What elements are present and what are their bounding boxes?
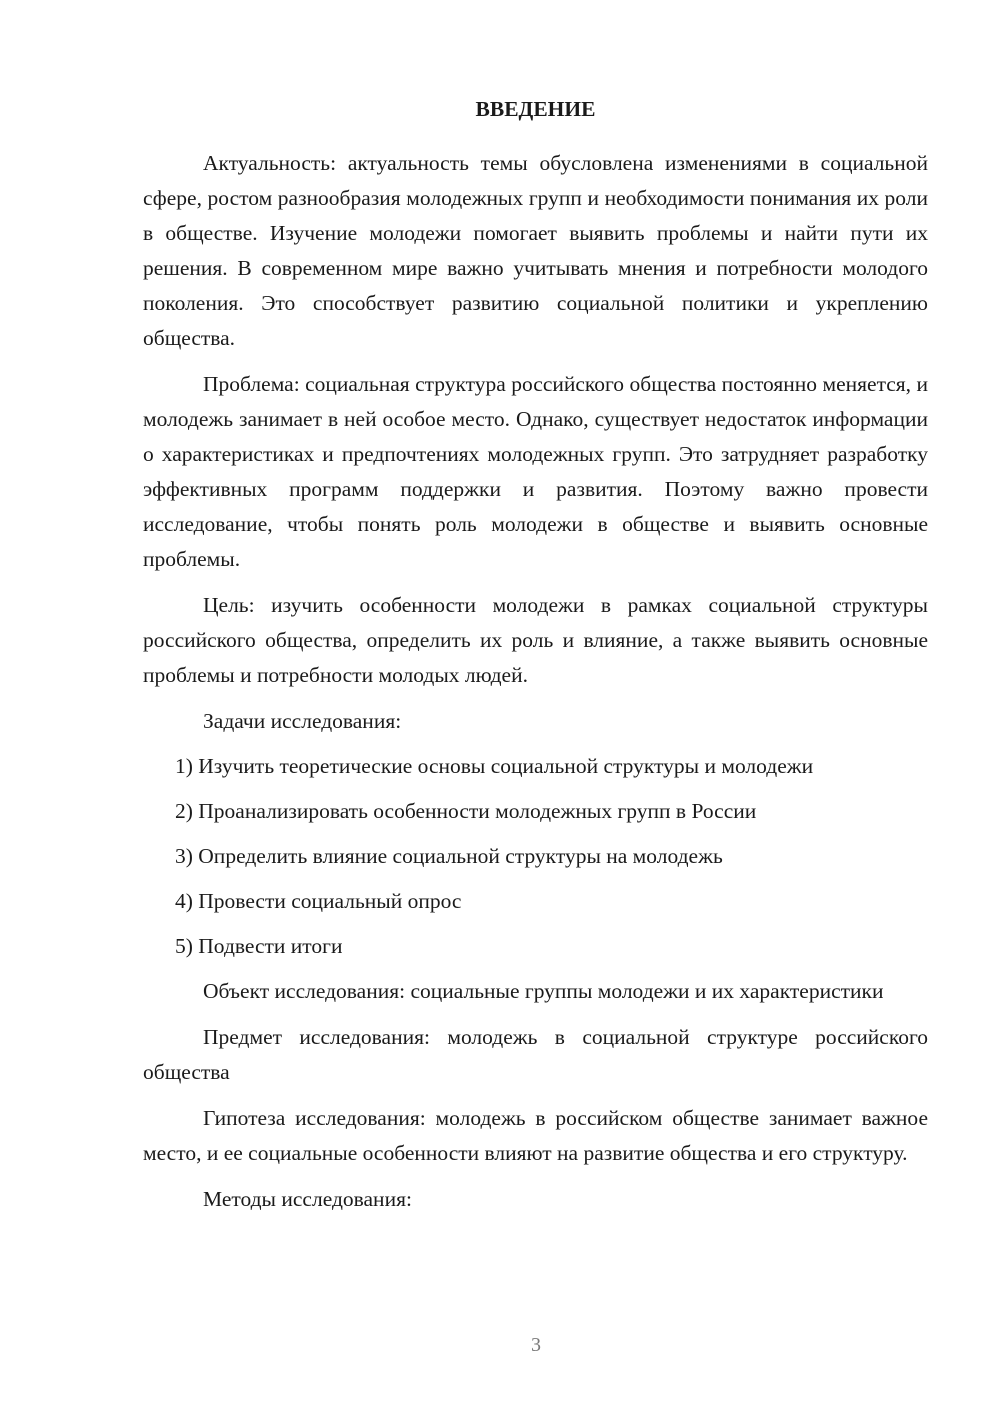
- problem-paragraph: Проблема: социальная структура российского общества постоянно меняется, и молодежь занимает в ней особое место. Однако, существует недостаток информации о характеристиках и предпочтениях молодежных групп. Это затрудняет разработку эффективных программ поддержки и развития. Поэтому важно провести исследование, чтобы понять роль молодежи в обществе и выявить основные проблемы.: [143, 372, 928, 571]
- section-title: ВВЕДЕНИЕ: [475, 97, 596, 121]
- methods-heading: Методы исследования:: [203, 1187, 412, 1211]
- list-item: 4) Провести социальный опрос: [175, 889, 462, 913]
- page-number: 3: [531, 1334, 541, 1356]
- goal-paragraph: Цель: изучить особенности молодежи в рамках социальной структуры российского общества, определить их роль и влияние, а также выявить основные проблемы и потребности молодых людей.: [143, 593, 928, 687]
- hypothesis-paragraph: Гипотеза исследования: молодежь в российском обществе занимает важное место, и ее социальные особенности влияют на развитие общества и его структуру.: [143, 1106, 928, 1165]
- document-page: [143, 92, 928, 1227]
- relevance-paragraph: Актуальность: актуальность темы обусловлена изменениями в социальной сфере, ростом разнообразия молодежных групп и необходимости понимания их роли в обществе. Изучение молодежи помогает выявить проблемы и найти пути их решения. В современном мире важно учитывать мнения и потребности молодого поколения. Это способствует развитию социальной политики и укреплению общества.: [143, 151, 928, 350]
- object-paragraph: Объект исследования: социальные группы молодежи и их характеристики: [203, 979, 884, 1003]
- list-item: 2) Проанализировать особенности молодежных групп в России: [175, 799, 757, 823]
- tasks-list: [143, 749, 928, 964]
- list-item: 3) Определить влияние социальной структуры на молодежь: [175, 844, 723, 868]
- list-item: 5) Подвести итоги: [175, 934, 343, 958]
- list-item: 1) Изучить теоретические основы социальной структуры и молодежи: [175, 754, 814, 778]
- tasks-heading: Задачи исследования:: [203, 709, 402, 733]
- subject-paragraph: Предмет исследования: молодежь в социальной структуре российского общества: [143, 1025, 928, 1084]
